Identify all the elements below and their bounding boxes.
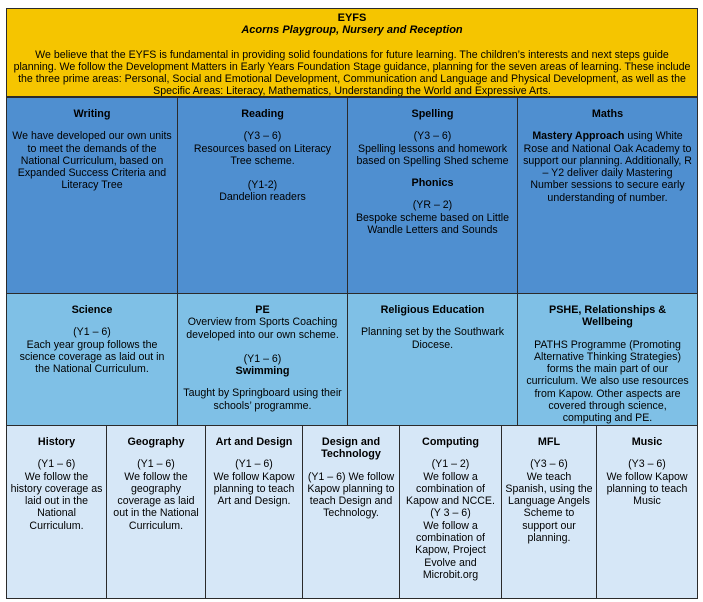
geography-years: (Y1 – 6) [137,458,175,471]
reading-lower-text: Dandelion readers [219,191,306,204]
pe-overview: Overview from Sports Coaching developed into our own scheme. [186,316,339,341]
history-years: (Y1 – 6) [37,458,76,471]
computing-title: Computing [422,436,479,448]
re-title: Religious Education [380,304,485,316]
swimming-title: Swimming [235,365,290,378]
phonics-text: Bespoke scheme based on Little Wandle Letters and Sounds [355,211,510,237]
re-cell [347,293,518,426]
spelling-years: (Y3 – 6) [413,130,452,143]
art-cell [205,425,303,599]
computing-years-lower: (Y1 – 2) [431,458,470,471]
eyfs-subtitle: Acorns Playgroup, Nursery and Reception [241,24,463,37]
reading-title: Reading [241,108,284,120]
reading-upper-text: Resources based on Literacy Tree scheme. [193,142,332,167]
pe-cell [177,293,348,426]
mfl-title: MFL [537,436,561,448]
curriculum-table [6,8,698,599]
computing-years-upper: (Y 3 – 6) [430,507,471,520]
maths-title: Maths [591,108,624,120]
history-cell [6,425,107,599]
art-title: Art and Design [215,436,293,448]
music-cell [596,425,698,599]
science-text: Each year group follows the science coverage as laid out in the National Curriculum. [19,338,165,376]
maths-bold-lead: Mastery Approach [532,130,625,143]
computing-cell [399,425,502,599]
maths-text: using White Rose and National Oak Academy to support our planning. Additionally, R – Y2 deliver daily Mastering Number sessions to secure early understanding of number. [523,130,692,204]
writing-body: We have developed our own units to meet the demands of the National Curriculum, based on Expanded Success Criteria and Literacy Tree [12,130,172,192]
spelling-text: Spelling lessons and homework based on Spelling Shed scheme [356,142,509,167]
music-title: Music [631,436,663,448]
dt-text: (Y1 – 6) We follow Kapow planning to teach Design and Technology. [307,470,395,520]
dt-title: Design and Technology [321,436,381,461]
maths-body [523,130,692,204]
art-years: (Y1 – 6) [235,458,273,471]
eyfs-cell [6,8,698,97]
phonics-title: Phonics [411,177,454,190]
spelling-cell [347,97,518,294]
history-title: History [37,436,76,448]
reading-cell [177,97,348,294]
phonics-years: (YR – 2) [412,199,453,212]
science-years: (Y1 – 6) [73,326,111,339]
computing-upper-text: We follow a combination of Kapow, Project Evolve and Microbit.org [415,519,486,581]
maths-cell [517,97,698,294]
geography-title: Geography [127,436,185,448]
re-text: Planning set by the Southwark Diocese. [360,326,505,351]
writing-cell [6,97,178,294]
science-cell [6,293,178,426]
writing-title: Writing [73,108,111,120]
dt-cell [302,425,400,599]
music-text: We follow Kapow planning to teach Music [606,470,688,508]
mfl-text: We teach Spanish, using the Language Angels Scheme to support our planning. [505,470,593,545]
eyfs-title: EYFS [337,12,367,24]
reading-years-upper: (Y3 – 6) [243,130,282,143]
spelling-title: Spelling [411,108,454,120]
pshe-text: PATHS Programme (Promoting Alternative Thinking Strategies) forms the main part of our curriculum. We also use resources from Kapow. Other aspects are covered through science, computing and PE. [526,338,689,425]
pe-title: PE [255,304,270,316]
history-text: We follow the history coverage as laid out in the National Curriculum. [10,470,103,532]
mfl-years: (Y3 – 6) [530,458,568,471]
art-text: We follow Kapow planning to teach Art and Design. [213,470,295,508]
music-years: (Y3 – 6) [628,458,666,471]
pe-years: (Y1 – 6) [243,352,282,365]
geography-cell [106,425,206,599]
mfl-cell [501,425,597,599]
reading-years-lower: (Y1-2) [247,179,278,192]
geography-text: We follow the geography coverage as laid out in the National Curriculum. [113,470,199,532]
swimming-text: Taught by Springboard using their schools’ programme. [183,387,342,412]
pshe-title: PSHE, Relationships & Wellbeing [549,304,666,329]
pshe-cell [517,293,698,426]
science-title: Science [71,304,113,316]
computing-lower-text: We follow a combination of Kapow and NCCE. [406,470,495,508]
eyfs-body: We believe that the EYFS is fundamental in providing solid foundations for future learning. The children’s interests and next steps guide planning. We follow the Development Matters in Early Years Foundation Stage guidance, planning for the seven areas of learning. These include the three prime areas: Personal, Social and Emotional Development, Communication and Language and Physical Development, as well as the Specific Areas: Literacy, Mathematics, Understanding the World and Expressive Arts. [13,48,691,97]
